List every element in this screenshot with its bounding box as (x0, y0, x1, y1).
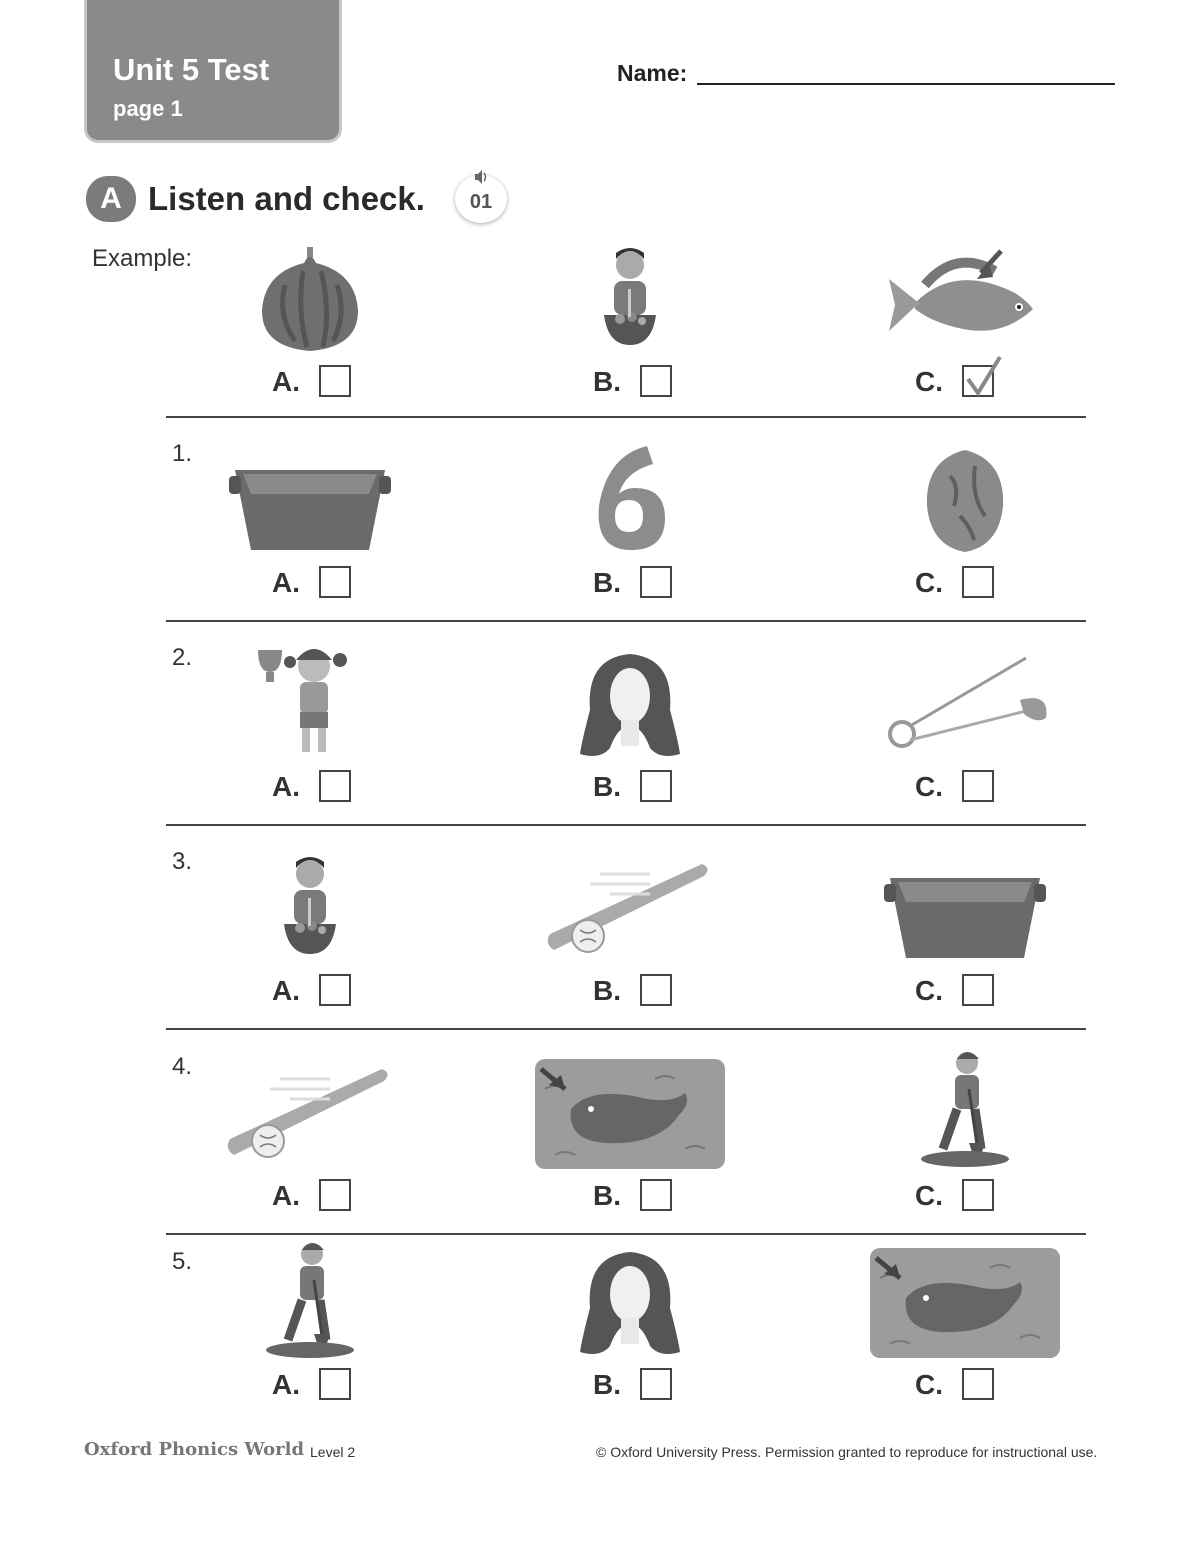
unit-title: Unit 5 Test (113, 52, 270, 87)
option-letter: A. (272, 771, 300, 802)
option-letter: B. (593, 366, 621, 397)
option-letter: C. (915, 1180, 943, 1211)
example-row (0, 235, 1200, 415)
option-letter: A. (272, 1369, 300, 1400)
option-letter: B. (593, 567, 621, 598)
answer-checkbox[interactable] (319, 365, 351, 397)
answer-checkbox[interactable] (319, 770, 351, 802)
answer-checkbox[interactable] (962, 770, 994, 802)
option-letter: B. (593, 975, 621, 1006)
question-row-3 (0, 840, 1200, 1030)
option-letter: A. (272, 567, 300, 598)
answer-checkbox[interactable] (640, 974, 672, 1006)
answer-checkbox[interactable] (962, 974, 994, 1006)
question-label: 5. (172, 1248, 193, 1275)
option-letter: C. (915, 567, 943, 598)
option-letter: B. (593, 1180, 621, 1211)
section-letter: A (86, 176, 136, 222)
unit-tab (84, 0, 342, 143)
boy-digging-icon (915, 1049, 1015, 1174)
row-divider (166, 824, 1086, 826)
question-row-4 (0, 1045, 1200, 1235)
question-row-2 (0, 636, 1200, 826)
box-icon (225, 456, 395, 561)
row-divider (166, 1028, 1086, 1030)
safety-pin-icon (880, 650, 1050, 765)
whale-icon (535, 1059, 725, 1174)
boy-digging-icon (260, 1240, 360, 1365)
answer-checkbox[interactable] (319, 566, 351, 598)
answer-checkbox[interactable] (640, 770, 672, 802)
row-divider (166, 620, 1086, 622)
option-letter: C. (915, 771, 943, 802)
option-letter: B. (593, 771, 621, 802)
answer-checkbox[interactable] (640, 1368, 672, 1400)
box-icon (880, 864, 1050, 969)
hair-icon (575, 1248, 685, 1363)
name-field[interactable] (697, 83, 1115, 85)
answer-checkbox[interactable] (640, 566, 672, 598)
option-letter: C. (915, 1369, 943, 1400)
footer-copyright: © Oxford University Press. Permission granted to reproduce for instructional use. (596, 1444, 1098, 1460)
row-divider (166, 1233, 1086, 1235)
option-letter: B. (593, 1369, 621, 1400)
whale-icon (870, 1248, 1060, 1363)
check-mark-icon (964, 355, 1004, 399)
bat-and-ball-icon (540, 854, 720, 969)
nut-icon (920, 446, 1010, 561)
answer-checkbox[interactable] (962, 365, 994, 397)
option-letter: A. (272, 366, 300, 397)
name-label: Name: (617, 60, 688, 86)
bat-and-ball-icon (220, 1059, 400, 1174)
question-row-5 (0, 1240, 1200, 1420)
question-row-1 (0, 432, 1200, 622)
fig-icon (255, 245, 365, 360)
question-label: Example: (92, 245, 193, 272)
answer-checkbox[interactable] (962, 566, 994, 598)
answer-checkbox[interactable] (319, 974, 351, 1006)
answer-checkbox[interactable] (640, 1179, 672, 1211)
section-instruction: Listen and check. (148, 180, 425, 217)
answer-checkbox[interactable] (319, 1368, 351, 1400)
question-label: 1. (172, 440, 193, 467)
audio-track-number: 01 (469, 191, 493, 213)
page-label: page 1 (113, 96, 183, 121)
number-six-icon (585, 436, 675, 561)
audio-track-badge (455, 175, 507, 223)
answer-checkbox[interactable] (319, 1179, 351, 1211)
option-letter: A. (272, 1180, 300, 1211)
answer-checkbox[interactable] (962, 1179, 994, 1211)
boy-eating-icon (270, 854, 350, 969)
speaker-icon (474, 169, 488, 185)
footer-level: Level 2 (310, 1444, 356, 1460)
answer-checkbox[interactable] (640, 365, 672, 397)
girl-with-trophy-icon (250, 640, 370, 765)
option-letter: C. (915, 366, 943, 397)
question-label: 3. (172, 848, 193, 875)
question-label: 2. (172, 644, 193, 671)
footer-brand: Oxford Phonics World (84, 1439, 305, 1460)
question-label: 4. (172, 1053, 193, 1080)
option-letter: A. (272, 975, 300, 1006)
fish-icon (885, 245, 1045, 360)
answer-checkbox[interactable] (962, 1368, 994, 1400)
option-letter: C. (915, 975, 943, 1006)
hair-icon (575, 650, 685, 765)
boy-eating-icon (590, 245, 670, 360)
row-divider (166, 416, 1086, 418)
